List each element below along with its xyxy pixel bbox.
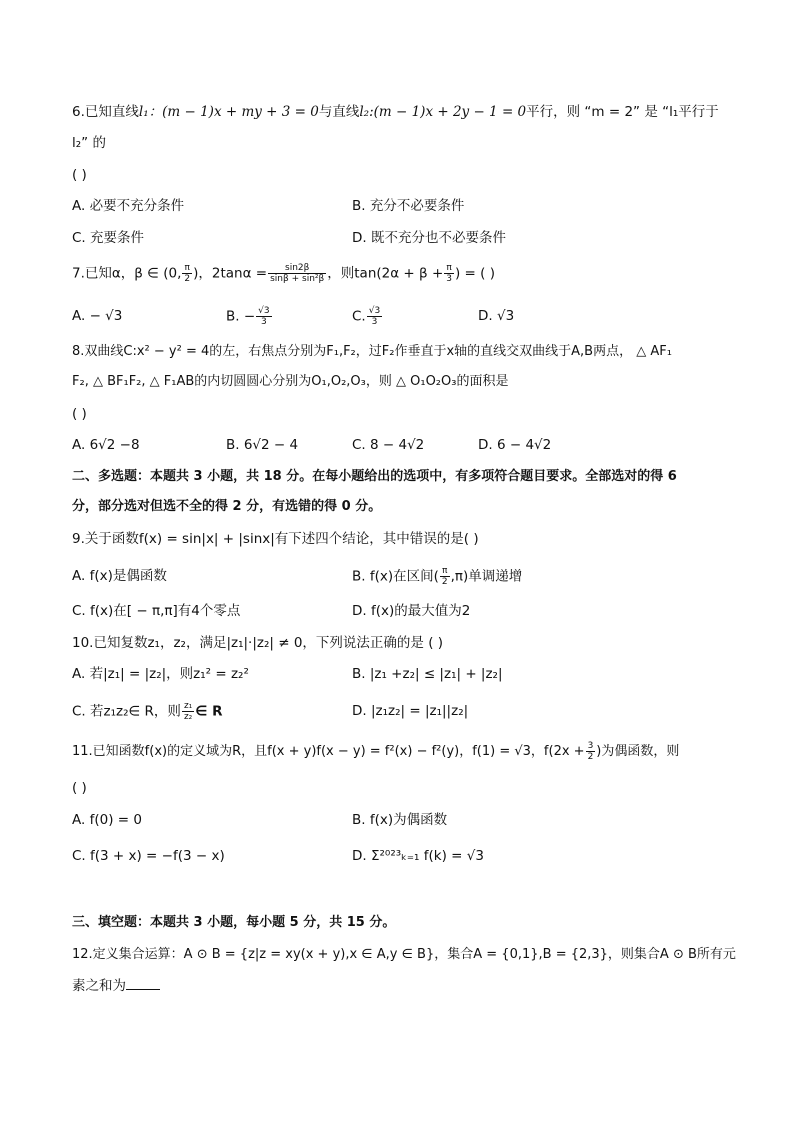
q8-option-b: B. 6√2 − 4 [226,437,299,453]
q6-l1-equation: l₁：(m − 1)x + my + 3 = 0 [138,104,319,120]
q7-option-a: A. − √3 [72,308,123,324]
q12-stem-line2: 素之和为 [72,975,160,996]
q6-suffix: 平行，则 “m = 2” 是 “l₁平行于 [526,104,719,120]
q11-option-a: A. f(0) = 0 [72,812,142,828]
q8-option-a: A. 6√2 −8 [72,437,140,453]
q6-stem-line1 [72,102,719,122]
q7-option-c: C. $\frac{√3}{3}$ [352,306,381,327]
q10-option-b: B. |z₁ +z₂| ≤ |z₁| + |z₂| [352,666,503,682]
q7-suffix: ) = ( ) [455,265,495,282]
q11-stem: 11.已知函数f(x)的定义域为R，且f(x + y)f(x − y) = f²(x) − f²(y)，f(1) = √3，f(2x + $\frac{3}{2}$ )为偶函数，则 [72,741,680,762]
q12-answer-blank[interactable] [126,975,160,990]
q6-mid: 与直线 [318,104,360,120]
q10-stem: 10.已知复数z₁，z₂，满足|z₁|·|z₂| ≠ 0，下列说法正确的是 ( ) [72,635,444,651]
q10-option-a: A. 若|z₁| = |z₂|，则z₁² = z₂² [72,666,249,682]
q7-frac-sin: $\frac{\sin 2\beta}{\text{sinβ + sin²β}}$ [270,263,325,284]
q9-option-a: A. f(x)是偶函数 [72,568,167,584]
q6-stem-line2: l₂” 的 [72,135,106,151]
q6-option-d: D. 既不充分也不必要条件 [352,230,506,246]
q8-option-c: C. 8 − 4√2 [352,437,425,453]
q9-option-b: B. f(x)在区间( $\frac{\pi}{2}$ ,π)单调递增 [352,566,523,587]
section2-header-line1: 二、多选题：本题共 3 小题，共 18 分。在每小题给出的选项中，有多项符合题目要求。全部选对的得 6 [72,469,677,484]
q6-prefix: 6.已知直线 [72,104,139,120]
q8-paren: ( ) [72,406,87,422]
q9-stem: 9.关于函数f(x) = sin|x| + |sinx|有下述四个结论，其中错误的是( ) [72,531,479,547]
q7-frac-pi-3: $\frac{\pi}{3}$ [446,263,452,284]
q10-optc-frac: $\frac{\text{z₁}}{\text{z₂}}$ [183,701,193,722]
q7-option-d: D. √3 [478,308,515,324]
q7-mid: )，2tanα = [193,265,268,282]
q10-option-d: D. |z₁z₂| = |z₁||z₂| [352,703,469,719]
q11-option-c: C. f(3 + x) = −f(3 − x) [72,848,225,864]
q9-option-c: C. f(x)在[ − π,π]有4个零点 [72,603,241,619]
q11-frac: $\frac{3}{2}$ [587,741,594,762]
q7-optb-frac: $\frac{√3}{3}$ [258,306,270,327]
q8-option-d: D. 6 − 4√2 [478,437,552,453]
q6-option-a: A. 必要不充分条件 [72,198,185,214]
q7-option-b: B. − $\frac{√3}{3}$ [226,306,270,327]
q8-stem-line2: F₂, △ BF₁F₂, △ F₁AB的内切圆圆心分别为O₁,O₂,O₃，则 △ O₁O₂O₃的面积是 [72,374,509,389]
q9-option-d: D. f(x)的最大值为2 [352,603,471,619]
q7-stem [72,263,495,284]
q7-frac-pi-2: $\frac{\pi}{2}$ [184,263,191,284]
section3-header: 三、填空题：本题共 3 小题，每小题 5 分，共 15 分。 [72,915,396,930]
q8-stem-line1: 8.双曲线C:x² − y² = 4的左，右焦点分别为F₁,F₂，过F₂作垂直于x轴的直线交双曲线于A,B两点， △ AF₁ [72,344,672,359]
q6-option-c: C. 充要条件 [72,230,145,246]
q10-option-c: C. 若z₁z₂∈ R，则 $\frac{\text{z₁}}{\text{z₂}}$ ∈ R [72,701,223,722]
q12-stem-line1: 12.定义集合运算：A ⊙ B = {z|z = xy(x + y),x ∈ A,y ∈ B}，集合A = {0,1},B = {2,3}，则集合A ⊙ B所有元 [72,947,736,962]
section2-header-line2: 分，部分选对但选不全的得 2 分，有选错的得 0 分。 [72,499,382,514]
q11-option-d: D. Σ²⁰²³ₖ₌₁ f(k) = √3 [352,848,484,864]
q6-paren: ( ) [72,167,87,183]
q11-paren: ( ) [72,780,87,796]
q9-optb-frac: $\frac{\pi}{2}$ [441,566,448,587]
q11-option-b: B. f(x)为偶函数 [352,812,448,828]
q7-prefix: 7.已知α，β ∈ (0, [72,265,182,282]
q6-l2-equation: l₂:(m − 1)x + 2y − 1 = 0 [359,104,527,120]
q7-optc-frac: $\frac{√3}{3}$ [368,306,381,327]
q6-option-b: B. 充分不必要条件 [352,198,465,214]
q7-mid2: ，则tan(2α + β + [327,265,444,282]
